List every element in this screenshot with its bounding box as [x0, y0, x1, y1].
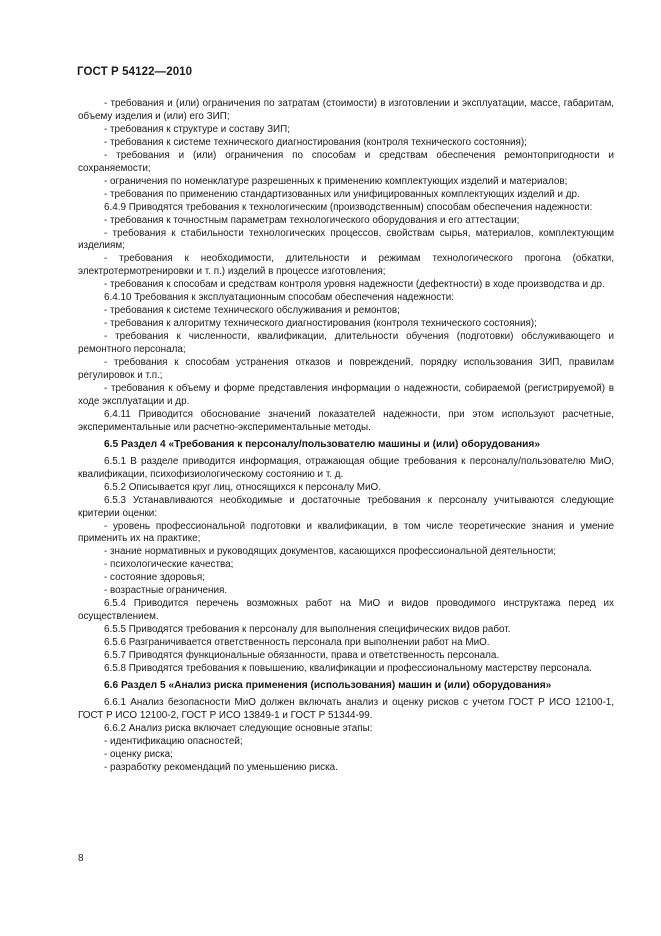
paragraph: 6.5.7 Приводятся функциональные обязанности, права и ответственность персонала. — [104, 650, 500, 662]
section-heading: 6.5 Раздел 4 «Требования к персоналу/пользователю машины и (или) оборудования» — [104, 438, 541, 450]
paragraph: 6.5.6 Разграничивается ответственность персонала при выполнении работ на МиО. — [104, 637, 490, 649]
document-body — [78, 98, 614, 775]
paragraph: - требования к способам и средствам контроля уровня надежности (дефектности) в ходе производства и др. — [104, 279, 605, 291]
paragraph: 6.6.1 Анализ безопасности МиО должен включать анализ и оценку рисков с учетом ГОСТ Р ИСО 12100-1, ГОСТ Р ИСО 12100-2, ГОСТ Р ИСО 13849-1 и ГОСТ Р 51344-99. — [78, 696, 614, 721]
paragraph: - психологические качества; — [104, 559, 234, 571]
paragraph: - требования по применению стандартизованных или унифицированных комплектующих изделий и др. — [104, 188, 580, 200]
paragraph: 6.4.9 Приводятся требования к технологическим (производственным) способам обеспечения надежности: — [104, 201, 593, 213]
paragraph: - возрастные ограничения. — [104, 585, 228, 597]
page-number: 8 — [78, 853, 84, 864]
paragraph: 6.5.8 Приводятся требования к повышению, квалификации и профессиональному мастерству персонала. — [104, 662, 592, 674]
paragraph: - требования к способам устранения отказов и повреждений, порядку использования ЗИП, правилам регулировок и т.п.; — [78, 357, 614, 382]
paragraph: - требования к структуре и составу ЗИП; — [104, 123, 290, 135]
paragraph: - требования и (или) ограничения по затратам (стоимости) в изготовлении и эксплуатации, массе, габаритам, объему изделия и (или) его ЗИП; — [78, 98, 614, 122]
paragraph: 6.4.10 Требования к эксплуатационным способам обеспечения надежности: — [104, 292, 454, 304]
paragraph: - требования к точностным параметрам технологического оборудования и его аттестации; — [104, 214, 520, 226]
paragraph: - состояние здоровья; — [104, 572, 205, 584]
standard-code-header: ГОСТ Р 54122—2010 — [77, 66, 193, 78]
paragraph: - оценку риска; — [104, 748, 173, 760]
paragraph: - разработку рекомендаций по уменьшению риска. — [104, 761, 338, 773]
section-heading: 6.6 Раздел 5 «Анализ риска применения (использования) машин и (или) оборудования» — [104, 679, 552, 691]
paragraph: 6.5.4 Приводится перечень возможных работ на МиО и видов проводимого инструктажа перед их осуществлением. — [78, 598, 614, 623]
paragraph: - требования к системе технического обслуживания и ремонтов; — [104, 305, 400, 317]
paragraph: - требования к необходимости, длительности и режимам технологического прогона (обкатки, электротермотренировки и т. п.) изделий в процессе изготовления; — [78, 253, 614, 278]
paragraph: - знание нормативных и руководящих документов, касающихся профессиональной деятельности; — [104, 546, 556, 558]
paragraph: - ограничения по номенклатуре разрешенных к применению комплектующих изделий и материалов; — [104, 175, 568, 187]
paragraph: - идентификацию опасностей; — [104, 735, 243, 747]
paragraph: - требования к стабильности технологических процессов, свойствам сырья, материалов, комплектующим изделиям; — [78, 227, 614, 252]
paragraph: - требования к численности, квалификации, длительности обучения (подготовки) обслуживающего и ремонтного персонала; — [78, 331, 614, 356]
paragraph: 6.5.2 Описывается круг лиц, относящихся к персоналу МиО. — [104, 481, 381, 493]
paragraph: - уровень профессиональной подготовки и квалификации, в том числе теоретические знания и умение применить их на практике; — [78, 520, 614, 545]
paragraph: 6.5.1 В разделе приводится информация, отражающая общие требования к персоналу/пользователю МиО, квалификации, психофизиологическому состоянию и т. д. — [78, 455, 614, 480]
paragraph: 6.5.3 Устанавливаются необходимые и достаточные требования к персоналу учитываются следующие критерии оценки: — [78, 494, 614, 519]
paragraph: 6.4.11 Приводится обоснование значений показателей надежности, при этом используют расчетные, экспериментальные или расчетно-экспериментальные методы. — [78, 408, 614, 433]
paragraph: - требования к объему и форме представления информации о надежности, собираемой (регистрируемой) в ходе эксплуатации и др. — [78, 382, 614, 407]
paragraph: - требования к системе технического диагностирования (контроля технического состояния); — [104, 136, 527, 148]
paragraph: - требования к алгоритму технического диагностирования (контроля технического состояния); — [104, 318, 537, 330]
paragraph: 6.6.2 Анализ риска включает следующие основные этапы: — [104, 722, 373, 734]
paragraph: - требования и (или) ограничения по способам и средствам обеспечения ремонтопригодности и сохраняемости; — [78, 149, 614, 174]
paragraph: 6.5.5 Приводятся требования к персоналу для выполнения специфических видов работ. — [104, 624, 511, 636]
